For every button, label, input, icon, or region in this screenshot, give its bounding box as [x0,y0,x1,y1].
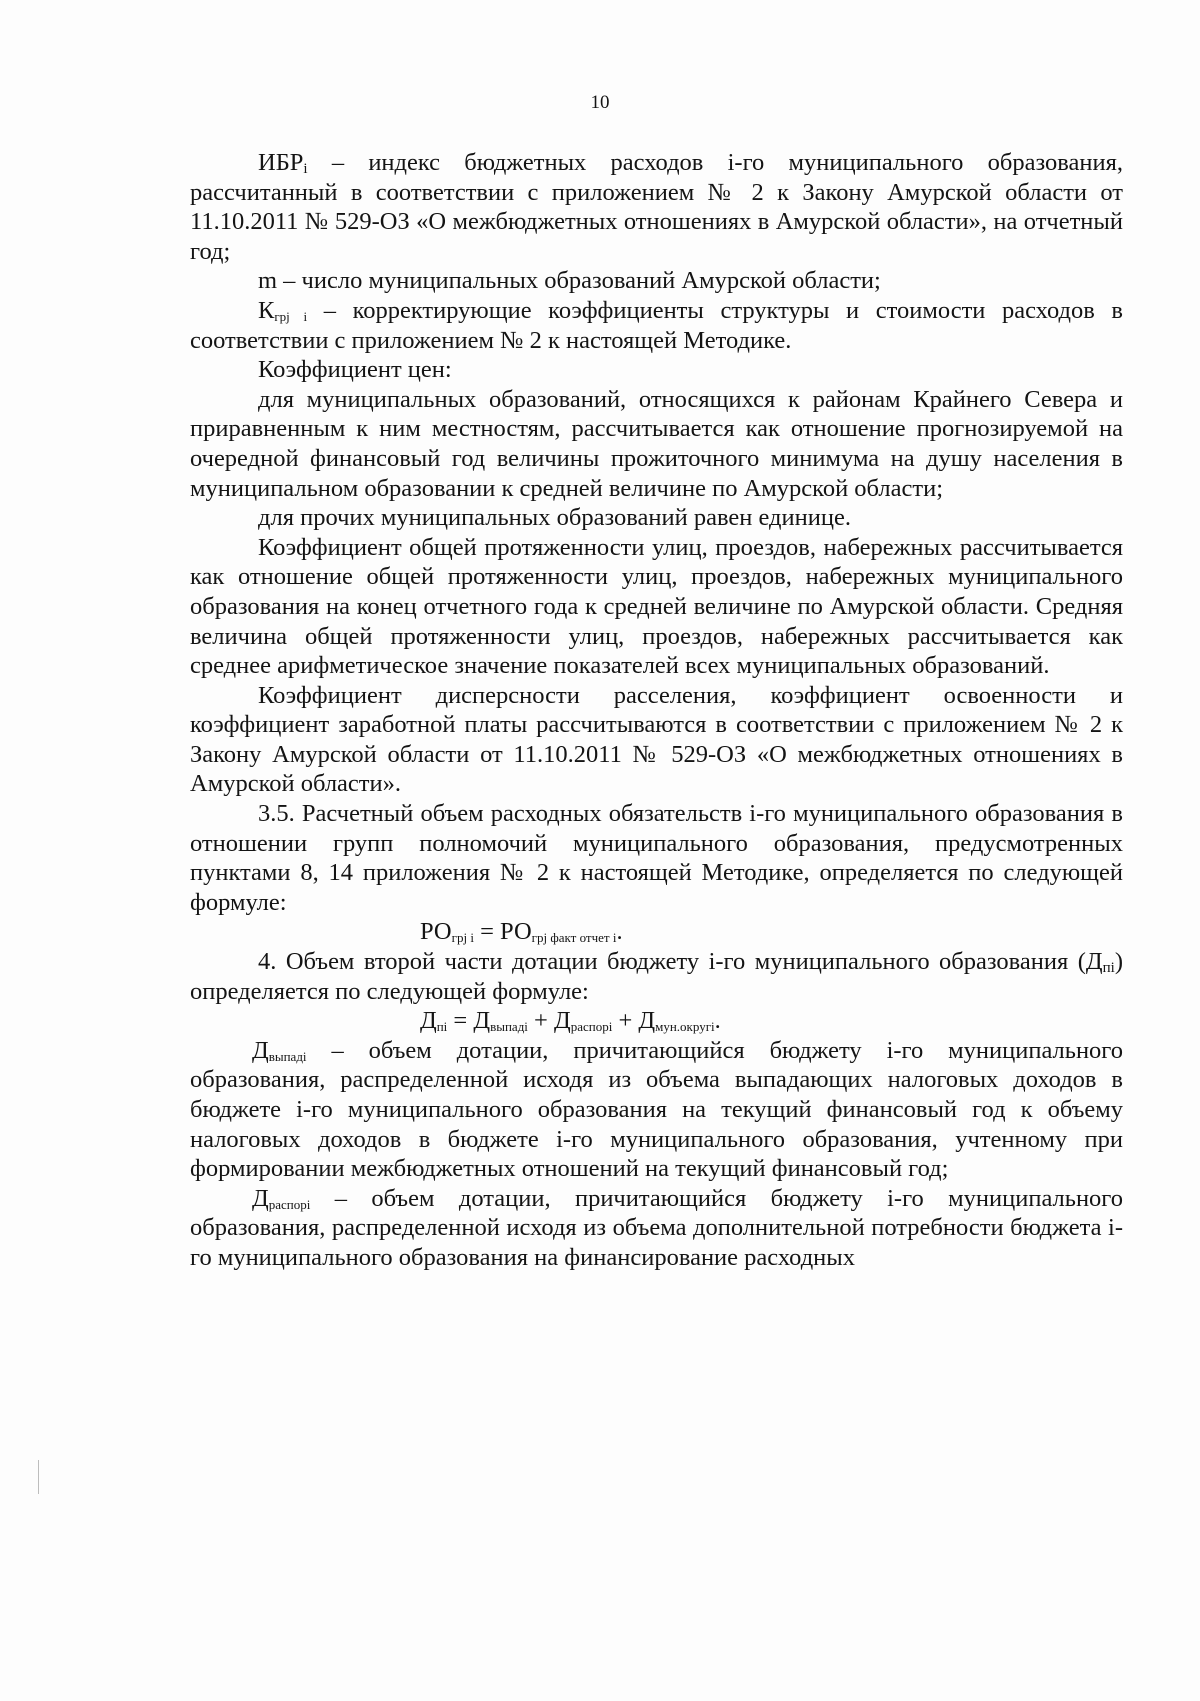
formula-ro-left-sub: грj i [451,930,474,946]
formula-d-end: . [714,1007,721,1035]
symbol-ibr-sub: i [303,161,308,177]
symbol-k: К [258,296,275,324]
section-4-after: ) определяется по следующей формуле: [190,948,1123,1005]
definition-raspor-text: – объем дотации, причитающийся бюджету i-го муниципального образования, распределенной исходя из объема дополнительной потребности бюджета i-го муниципального образования на финансирование расходных [190,1184,1123,1271]
formula-d-term-3-sub: мун.округi [655,1019,715,1035]
formula-ro-end: . [616,918,623,946]
formula-d-term-1: Д [473,1007,491,1035]
scan-artifact-line [38,1460,39,1494]
formula-d-term-2-sub: распорi [570,1019,613,1035]
formula-d-term-2: Д [554,1007,571,1035]
definition-k-text: – корректирующие коэффициенты структуры и стоимости расходов в соответствии с приложением № 2 к настоящей Методике. [190,296,1123,354]
formula-d-left: Д [420,1007,437,1035]
symbol-raspor: Д [252,1184,269,1212]
section-4-symbol: Д [1085,948,1103,976]
page-body [190,148,1123,1273]
symbol-raspor-sub: распорi [268,1196,311,1212]
definition-vypad [190,1036,1123,1184]
definition-raspor [190,1184,1123,1273]
page-number: 10 [590,92,610,113]
symbol-vypad: Д [252,1036,269,1064]
formula-ro-right-sub: грj факт отчет i [531,930,617,946]
definition-m: m – число муниципальных образований Амурской области; [258,267,881,295]
definition-k [190,296,1123,355]
section-4-symbol-sub: пi [1102,960,1115,977]
formula-d-term-3: Д [638,1007,656,1035]
definition-vypad-text: – объем дотации, причитающийся бюджету i-го муниципального образования, распределенной исходя из объема выпадающих налоговых доходов в бюджете i-го муниципального образования на текущий финансовый год к объему налоговых доходов в бюджете i-го муниципального образования, учтенному при формировании межбюджетных отношений на текущий финансовый год; [190,1036,1123,1183]
formula-ro-eq: = [473,918,501,946]
formula-d [190,1006,1123,1036]
paragraph-streets: Коэффициент общей протяженности улиц, проездов, набережных рассчитывается как отношение общей протяженности улиц, проездов, набережных муниципального образования на конец отчетного года к средней величине по Амурской области. Средняя величина общей протяженности улиц, проездов, набережных рассчитывается как среднее арифметическое значение показателей всех муниципальных образований. [190,533,1123,680]
formula-d-plus-1: + [527,1007,554,1035]
symbol-k-sub: грj i [274,308,308,324]
definition-ibr [190,148,1123,266]
paragraph-section-4 [190,947,1123,1006]
symbol-vypad-sub: выпадi [268,1048,307,1064]
formula-ro [190,917,1123,947]
formula-d-eq: = [447,1007,474,1035]
formula-d-term-1-sub: выпадi [490,1019,528,1035]
formula-ro-right: РО [500,918,532,946]
paragraph-section-3-5: 3.5. Расчетный объем расходных обязательств i-го муниципального образования в отношении групп полномочий муниципального образования, предусмотренных пунктами 8, 14 приложения № 2 к настоящей Методике, определяется по следующей формуле: [190,800,1123,916]
section-4-before: 4. Объем второй части дотации бюджету i-го муниципального образования ( [258,948,1086,976]
formula-ro-left: РО [420,918,452,946]
formula-d-plus-2: + [612,1007,639,1035]
formula-d-left-sub: пi [436,1019,448,1035]
paragraph-price-north: для муниципальных образований, относящихся к районам Крайнего Севера и приравненным к ним местностям, рассчитывается как отношение прогнозируемой на очередной финансовый год величины прожиточного минимума на душу населения в муниципальном образовании к средней величине по Амурской области; [190,385,1123,502]
paragraph-price-title: Коэффициент цен: [258,356,452,384]
symbol-ibr: ИБР [258,149,304,176]
paragraph-dispersion: Коэффициент дисперсности расселения, коэффициент освоенности и коэффициент заработной платы рассчитываются в соответствии с приложением № 2 к Закону Амурской области от 11.10.2011 № 529-ОЗ «О межбюджетных отношениях в Амурской области». [190,681,1123,798]
definition-ibr-text: – индекс бюджетных расходов i-го муниципального образования, рассчитанный в соответствии с приложением № 2 к Закону Амурской области от 11.10.2011 № 529-ОЗ «О межбюджетных отношениях в Амурской области», на отчетный год; [190,149,1123,265]
paragraph-price-other: для прочих муниципальных образований равен единице. [258,504,851,532]
